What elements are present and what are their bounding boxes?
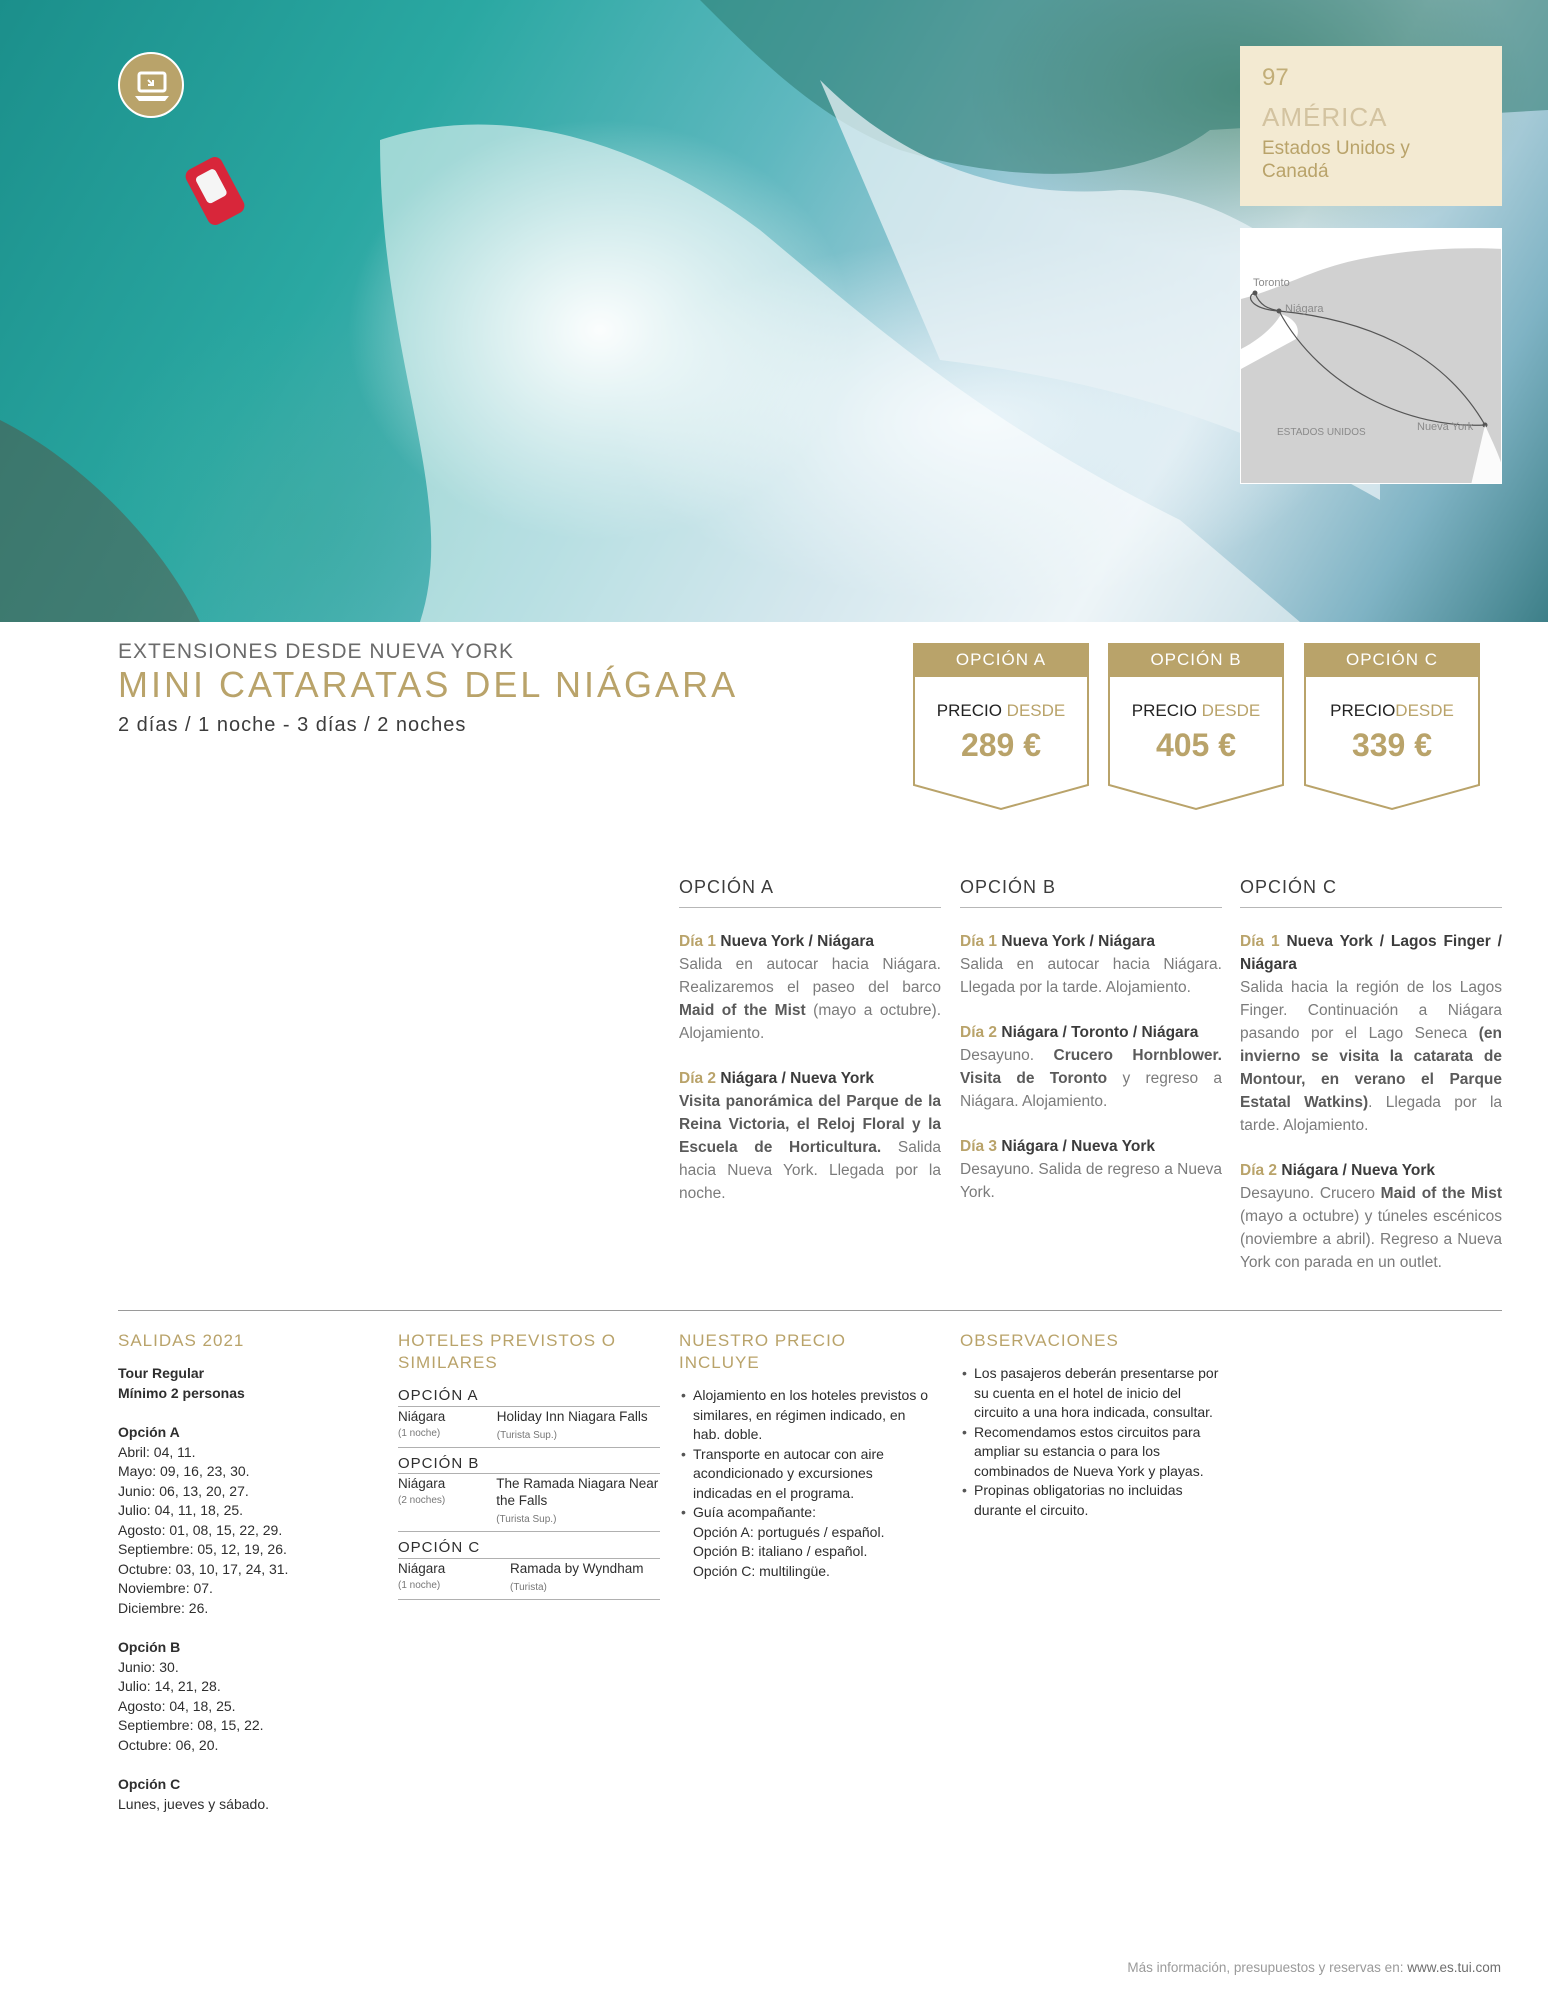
niagara-dot [1277,309,1282,314]
itinerary-day: Día 2 Niágara / Toronto / Niágara Desayuno. Crucero Hornblower. Visita de Toronto y regreso a Niágara. Alojamiento. [960,1024,1222,1110]
price-label: PRECIODESDE [1330,701,1454,720]
route-map-drawing [1241,229,1502,484]
itinerary-day: Día 1 Nueva York / Lagos Finger / Niágara Salida hacia la región de los Lagos Finger. Continuación a Niágara pasando por el Lago Seneca (en invierno se visita la catarata de Montour, en verano el Parque Estatal Watkins). Llegada por la tarde. Alojamiento. [1240,933,1503,1134]
observaciones-column [960,1330,1220,1520]
map-label-estados-unidos: ESTADOS UNIDOS [1277,427,1366,438]
tour-type: Tour Regular [118,1365,205,1381]
hoteles-column [398,1330,660,1600]
itinerary-day: Día 2 Niágara / Nueva York Desayuno. Crucero Maid of the Mist (mayo a octubre) y túneles escénicos (noviembre a abril). Regreso a Nueva York con parada en un outlet. [1240,1162,1503,1271]
price-label: PRECIO DESDE [936,701,1066,720]
eyebrow-title: EXTENSIONES DESDE NUEVA YORK [118,640,514,663]
itinerary-option-c [1240,876,1502,1296]
list-item: • Los pasajeros deberán presentarse por su cuenta en el hotel de inicio del circuito a una hora indicada, consultar. [974,1364,1220,1423]
footer-link[interactable]: www.es.tui.com [1407,1960,1501,1975]
list-item: • Propinas obligatorias no incluidas durante el circuito. [974,1481,1220,1520]
hotel-option-b: OPCIÓN B Niágara (2 noches) The Ramada Niagara Near the Falls (Turista Sup.) [398,1454,660,1533]
salidas-opcion-b: Opción B Junio: 30. Julio: 14, 21, 28. Agosto: 04, 18, 25. Septiembre: 08, 15, 22. Octubre: 06, 20. [118,1639,264,1753]
price-option-label: OPCIÓN C [1345,650,1439,669]
duration-text: 2 días / 1 noche - 3 días / 2 noches [118,714,467,736]
hoteles-heading: HOTELES PREVISTOS O SIMILARES [398,1331,617,1372]
itinerary-day: Día 1 Nueva York / Niágara Salida en autocar hacia Niágara. Realizaremos el paseo del barco Maid of the Mist (mayo a octubre). Alojamiento. [679,933,941,1042]
section-divider [118,1310,1502,1311]
hotel-option-c: OPCIÓN C Niágara (1 noche) Ramada by Wyndham (Turista) [398,1538,660,1600]
price-value: 405 € [1155,727,1237,763]
price-tag-a [913,643,1089,813]
toronto-dot [1253,291,1258,296]
footer [1127,1960,1501,1975]
list-item: • Alojamiento en los hoteles previstos o similares, en régimen indicado, en hab. doble. [693,1386,929,1445]
itinerary-day: Día 1 Nueva York / Niágara Salida en autocar hacia Niágara. Llegada por la tarde. Alojamiento. [960,933,1222,996]
price-tag-c [1304,643,1480,813]
incluye-column [679,1330,929,1581]
itinerary-option-b [960,876,1222,1226]
salidas-heading: SALIDAS 2021 [118,1331,245,1350]
price-value: 289 € [960,727,1042,763]
salidas-opcion-c: Opción C Lunes, jueves y sábado. [118,1776,269,1812]
minimum-persons: Mínimo 2 personas [118,1384,245,1401]
footer-text: Más información, presupuestos y reservas en: [1127,1960,1404,1975]
hotel-option-a: OPCIÓN A Niágara (1 noche) Holiday Inn Niagara Falls (Turista Sup.) [398,1386,660,1448]
itinerary-day: Día 3 Niágara / Nueva York Desayuno. Salida de regreso a Nueva York. [960,1138,1222,1201]
list-item: • Recomendamos estos circuitos para ampliar su estancia o para los combinados de Nueva York y playas. [974,1423,1220,1482]
itinerary-heading: OPCIÓN B [960,876,1222,908]
price-option-label: OPCIÓN A [955,650,1047,669]
map-label-niagara: Niágara [1285,303,1324,315]
observaciones-heading: OBSERVACIONES [960,1331,1119,1350]
itinerary-option-a [679,876,941,1227]
itinerary-heading: OPCIÓN C [1240,876,1502,908]
page-info-box [1240,46,1502,206]
route-map [1240,228,1502,484]
laptop-icon [133,68,171,104]
price-value: 339 € [1351,727,1433,763]
region-label: AMÉRICA [1262,102,1388,132]
price-tag-b [1108,643,1284,813]
laptop-badge[interactable] [118,52,184,118]
map-label-toronto: Toronto [1253,277,1290,289]
price-option-label: OPCIÓN B [1150,650,1242,669]
itinerary-day: Día 2 Niágara / Nueva York Visita panorámica del Parque de la Reina Victoria, el Reloj Floral y la Escuela de Horticultura. Salida hacia Nueva York. Llegada por la noche. [679,1070,941,1202]
map-label-nueva-york: Nueva York [1417,421,1474,433]
page-number: 97 [1262,64,1289,91]
list-item: • Guía acompañante: Opción A: portugués / español. Opción B: italiano / español. Opción C: multilingüe. [693,1503,929,1581]
incluye-list [679,1386,929,1581]
observaciones-list [960,1364,1220,1520]
incluye-heading: NUESTRO PRECIO INCLUYE [679,1331,847,1372]
itinerary-heading: OPCIÓN A [679,876,941,908]
page-title: MINI CATARATAS DEL NIÁGARA [118,664,739,705]
salidas-opcion-a: Opción A Abril: 04, 11. Mayo: 09, 16, 23, 30. Junio: 06, 13, 20, 27. Julio: 04, 11, 18, 25. Agosto: 01, 08, 15, 22, 29. Septiembre: 05, 12, 19, 26. Octubre: 03, 10, 17, 24, 31. Noviembre: 07. Diciembre: 26. [118,1424,289,1616]
hero-photo [0,0,1548,622]
salidas-column [118,1330,358,1834]
country-label: Estados Unidos y Canadá [1262,138,1410,182]
price-label: PRECIO DESDE [1131,701,1261,720]
list-item: • Transporte en autocar con aire acondicionado y excursiones indicadas en el programa. [693,1445,929,1504]
